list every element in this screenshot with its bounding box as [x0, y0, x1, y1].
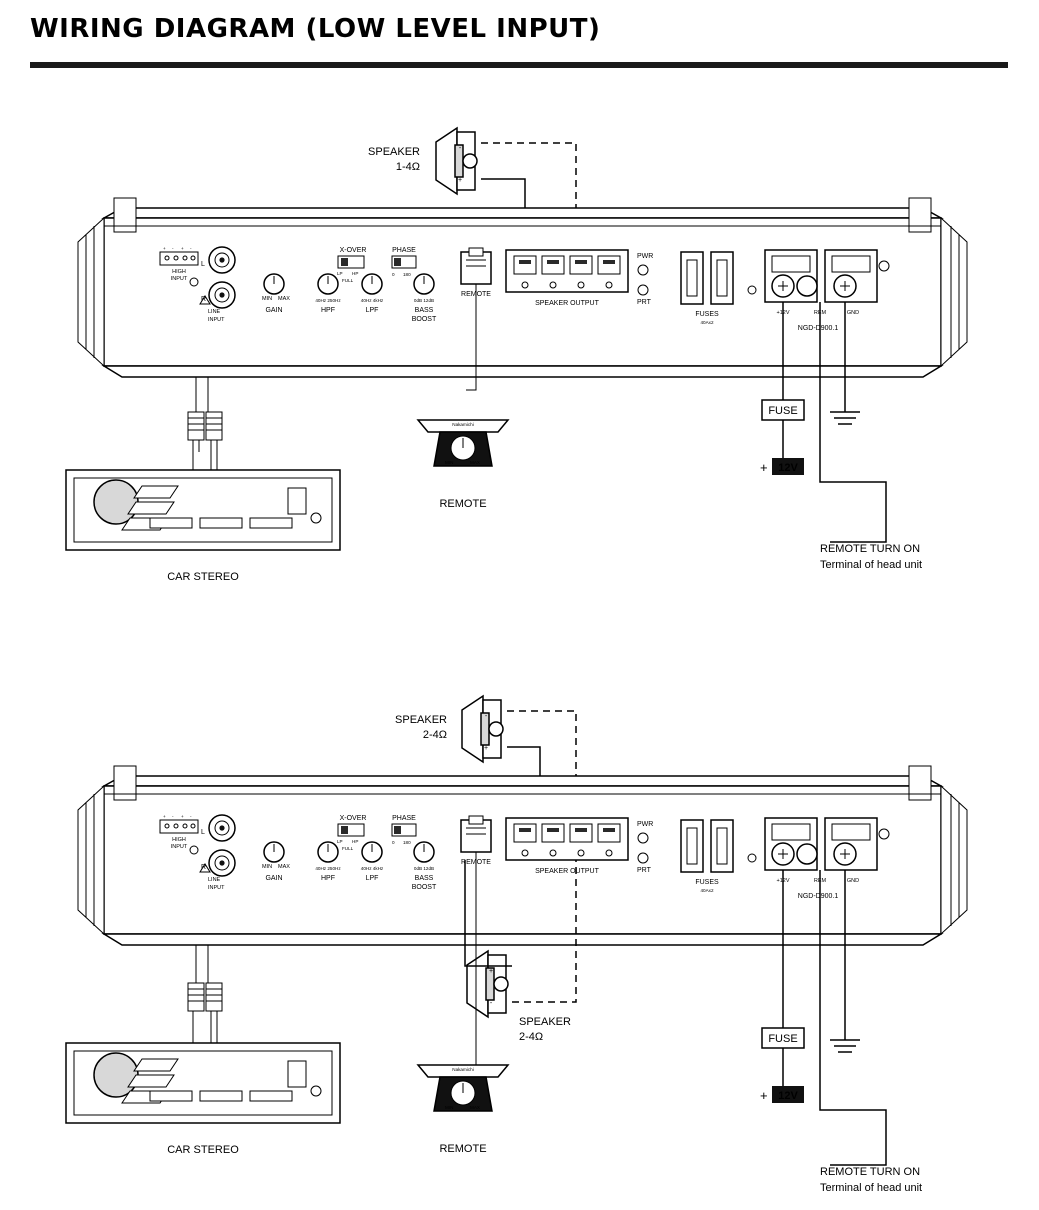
amplifier-model-1: NGD-D900.1 — [797, 325, 839, 332]
lpf-label-2: LPF — [365, 875, 379, 882]
pwr-label-1: PWR — [637, 253, 654, 260]
battery-plus-2: + — [760, 1088, 768, 1103]
gain-max-label-1: MAX — [278, 296, 290, 302]
fuses-rating-2: 40Ax2 — [700, 888, 714, 893]
remote-turn-on-line1-1: REMOTE TURN ON — [820, 543, 921, 555]
fuse-label-1: FUSE — [768, 405, 798, 417]
gain-min-label-2: MIN — [262, 864, 273, 870]
remote-knob-max-2: MAX — [470, 1105, 480, 1110]
fuses-label-1: FUSES — [695, 311, 719, 318]
term-gnd-label-1: GND — [846, 310, 860, 316]
bass-boost-label-line1-1: BASS — [414, 307, 434, 314]
gain-max-label-2: MAX — [278, 864, 290, 870]
gain-min-label-1: MIN — [262, 296, 273, 302]
bass-boost-label-line2-2: BOOST — [411, 884, 437, 891]
svg-text:+: + — [181, 814, 184, 819]
phase-180-label-1: 180 — [403, 272, 411, 277]
speaker-output-label-2: SPEAKER OUTPUT — [535, 868, 599, 875]
bass-boost-range-1: 0dB 12dB — [413, 298, 435, 303]
fuse-label-2: FUSE — [768, 1033, 798, 1045]
bass-boost-knob-2[interactable] — [412, 842, 437, 891]
speaker-top-1-minus: - — [458, 145, 462, 152]
speaker-output-label-1: SPEAKER OUTPUT — [535, 300, 599, 307]
prt-label-2: PRT — [637, 867, 651, 874]
speaker-bottom-2 — [467, 951, 508, 1017]
gain-label-1: GAIN — [265, 307, 283, 314]
term-gnd-label-2: GND — [846, 878, 860, 884]
remote-knob-min-1: MIN — [445, 460, 454, 465]
line-input-1-label-line2: INPUT — [208, 317, 225, 323]
xover-label-1: X-OVER — [339, 247, 367, 254]
term-rem-label-2: REM — [813, 878, 827, 884]
pwr-label-2: PWR — [637, 821, 654, 828]
lpf-range-2: 40Hz 4kHz — [360, 866, 384, 871]
speaker-top-2-minus: - — [484, 713, 488, 720]
speaker-top-2-label-line1: SPEAKER — [395, 714, 447, 726]
remote-knob-label-1: REMOTE — [439, 498, 487, 510]
line-input-1-label-line1: LINE — [208, 309, 221, 315]
remote-knob-min-2: MIN — [445, 1105, 454, 1110]
xover-lp-label-2: LP — [337, 839, 343, 844]
rca-left-label-2: L — [201, 829, 205, 836]
remote-knob-max-1: MAX — [470, 460, 480, 465]
term-12v-label-1: +12V — [776, 310, 790, 316]
prt-label-1: PRT — [637, 299, 651, 306]
speaker-top-1-plus: + — [457, 177, 463, 184]
fuses-rating-1: 40Ax2 — [700, 320, 714, 325]
bass-boost-range-2: 0dB 12dB — [413, 866, 435, 871]
line-input-2-label-line1: LINE — [208, 877, 221, 883]
bass-boost-knob-1[interactable] — [412, 274, 437, 323]
bass-boost-label-line1-2: BASS — [414, 875, 434, 882]
phase-0-label-1: 0 — [392, 272, 395, 277]
rca-left-label-1: L — [201, 261, 205, 268]
svg-text:+: + — [163, 246, 166, 251]
remote-turn-on-line2-1: Terminal of head unit — [820, 559, 923, 571]
speaker-top-2 — [462, 696, 503, 762]
car-stereo-label-1: CAR STEREO — [167, 571, 239, 583]
rca-right-label-2: R — [201, 864, 207, 871]
xover-full-label-2: FULL — [342, 846, 354, 851]
battery-label-1: 12V — [778, 462, 798, 474]
speaker-bottom-2-label-line2: 2-4Ω — [519, 1031, 544, 1043]
svg-text:+: + — [181, 246, 184, 251]
bass-boost-label-line2-1: BOOST — [411, 316, 437, 323]
rca-cables-1 — [188, 377, 222, 470]
term-rem-label-1: REM — [813, 310, 827, 316]
xover-hp-label-1: HP — [352, 271, 359, 276]
high-input-2-label-line1: HIGH — [172, 837, 186, 843]
remote-turn-on-line1-2: REMOTE TURN ON — [820, 1166, 921, 1178]
amplifier-2 — [78, 766, 967, 945]
line-input-2-label-line2: INPUT — [208, 885, 225, 891]
speaker-top-1 — [436, 128, 477, 194]
xover-full-label-1: FULL — [342, 278, 354, 283]
title-divider — [30, 62, 1008, 68]
svg-text:-: - — [190, 246, 192, 251]
phase-0-label-2: 0 — [392, 840, 395, 845]
speaker-bottom-2-plus: + — [488, 968, 494, 975]
svg-text:-: - — [172, 814, 174, 819]
speaker-top-1-label-line1: SPEAKER — [368, 146, 420, 158]
xover-lp-label-1: LP — [337, 271, 343, 276]
high-input-1-label-line1: HIGH — [172, 269, 186, 275]
rca-right-label-1: R — [201, 296, 207, 303]
remote-knob-brand-1: Nakamichi — [452, 422, 474, 427]
remote-jack-label-2: REMOTE — [461, 859, 491, 866]
speaker-bottom-2-minus: - — [489, 1000, 493, 1007]
remote-jack-label-1: REMOTE — [461, 291, 491, 298]
remote-turn-on-line2-2: Terminal of head unit — [820, 1182, 923, 1194]
speaker-top-1-label-line2: 1-4Ω — [395, 161, 420, 173]
wiring-diagram-dual-speaker — [0, 665, 1039, 1205]
xover-label-2: X-OVER — [339, 815, 367, 822]
amplifier-model-2: NGD-D900.1 — [797, 893, 839, 900]
speaker-bottom-2-label-line1: SPEAKER — [519, 1016, 571, 1028]
hpf-label-1: HPF — [321, 307, 335, 314]
battery-plus-1: + — [760, 460, 768, 475]
high-input-1-label-line2: INPUT — [170, 276, 188, 282]
hpf-range-1: 40Hz 250Hz — [315, 298, 341, 303]
amplifier-1 — [78, 198, 967, 377]
car-stereo-label-2: CAR STEREO — [167, 1144, 239, 1156]
speaker-top-2-plus: + — [483, 745, 489, 752]
phase-label-2: PHASE — [392, 815, 416, 822]
car-stereo-1 — [66, 470, 340, 550]
hpf-range-2: 40Hz 250Hz — [315, 866, 341, 871]
svg-text:-: - — [172, 246, 174, 251]
fuses-label-2: FUSES — [695, 879, 719, 886]
page-title: WIRING DIAGRAM (LOW LEVEL INPUT) — [30, 14, 601, 44]
battery-label-2: 12V — [778, 1090, 798, 1102]
high-input-2-label-line2: INPUT — [170, 844, 188, 850]
svg-text:-: - — [190, 814, 192, 819]
speaker-top-2-label-line2: 2-4Ω — [422, 729, 447, 741]
svg-text:+: + — [163, 814, 166, 819]
phase-180-label-2: 180 — [403, 840, 411, 845]
car-stereo-2 — [66, 1043, 340, 1123]
lpf-label-1: LPF — [365, 307, 379, 314]
rca-cables-2 — [188, 945, 222, 1043]
lpf-range-1: 40Hz 4kHz — [360, 298, 384, 303]
remote-knob-brand-2: Nakamichi — [452, 1067, 474, 1072]
remote-knob-label-2: REMOTE — [439, 1143, 487, 1155]
hpf-label-2: HPF — [321, 875, 335, 882]
term-12v-label-2: +12V — [776, 878, 790, 884]
xover-hp-label-2: HP — [352, 839, 359, 844]
phase-label-1: PHASE — [392, 247, 416, 254]
wiring-diagram-single-speaker — [0, 90, 1039, 620]
gain-label-2: GAIN — [265, 875, 283, 882]
